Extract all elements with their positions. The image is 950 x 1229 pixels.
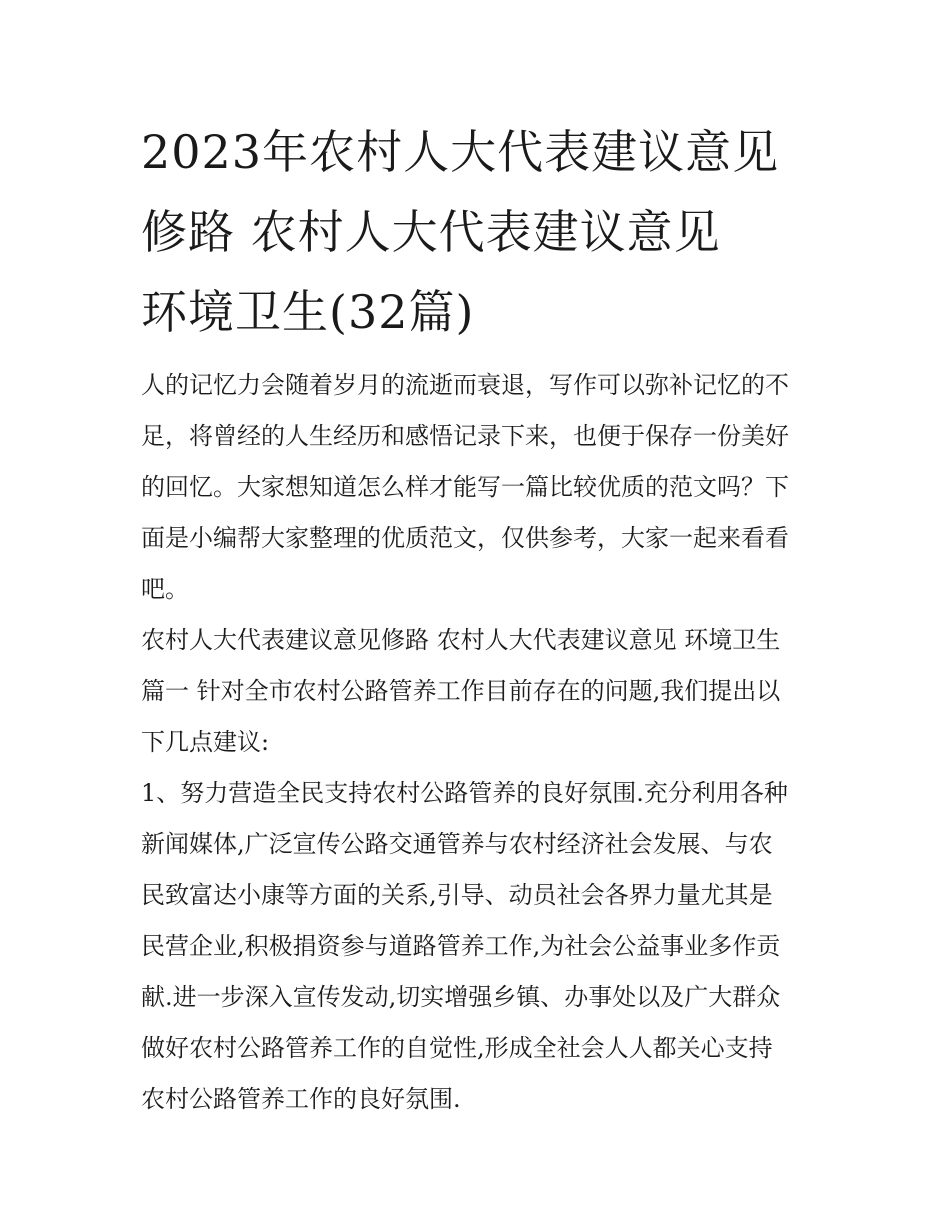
intro-line-5: 吧。 — [141, 575, 189, 603]
section-line-3: 下几点建议: — [141, 728, 270, 756]
point1-line-2: 新闻媒体,广泛宣传公路交通管养与农村经济社会发展、与农 — [141, 830, 773, 858]
point1-line-5: 献.进一步深入宣传发动,切实增强乡镇、办事处以及广大群众 — [141, 983, 781, 1011]
document-content — [141, 112, 813, 1125]
document-body — [141, 360, 813, 1125]
title-line-2: 修路 农村人大代表建议意见 — [141, 205, 721, 259]
point1-line-6: 做好农村公路管养工作的自觉性,形成全社会人人都关心支持 — [141, 1034, 773, 1062]
intro-line-1: 人的记忆力会随着岁月的流逝而衰退，写作可以弥补记忆的不 — [141, 371, 789, 399]
point1-line-3: 民致富达小康等方面的关系,引导、动员社会各界力量尤其是 — [141, 881, 773, 909]
point1-line-1: 1、努力营造全民支持农村公路管养的良好氛围.充分利用各种 — [141, 779, 788, 807]
intro-line-2: 足，将曾经的人生经历和感悟记录下来，也便于保存一份美好 — [141, 422, 789, 450]
section-line-1: 农村人大代表建议意见修路 农村人大代表建议意见 环境卫生 — [141, 626, 781, 654]
intro-paragraph — [141, 360, 813, 615]
point1-line-7: 农村公路管养工作的良好氛围. — [141, 1085, 461, 1113]
point-1-paragraph — [141, 768, 813, 1125]
section-line-2: 篇一 针对全市农村公路管养工作目前存在的问题,我们提出以 — [141, 677, 781, 705]
intro-line-3: 的回忆。大家想知道怎么样才能写一篇比较优质的范文吗？下 — [141, 473, 789, 501]
intro-line-4: 面是小编帮大家整理的优质范文，仅供参考，大家一起来看看 — [141, 524, 789, 552]
section-heading-paragraph — [141, 615, 813, 768]
point1-line-4: 民营企业,积极捐资参与道路管养工作,为社会公益事业多作贡 — [141, 932, 781, 960]
document-title — [141, 112, 813, 352]
title-line-1: 2023年农村人大代表建议意见 — [141, 125, 780, 179]
title-line-3: 环境卫生(32篇) — [141, 285, 475, 339]
